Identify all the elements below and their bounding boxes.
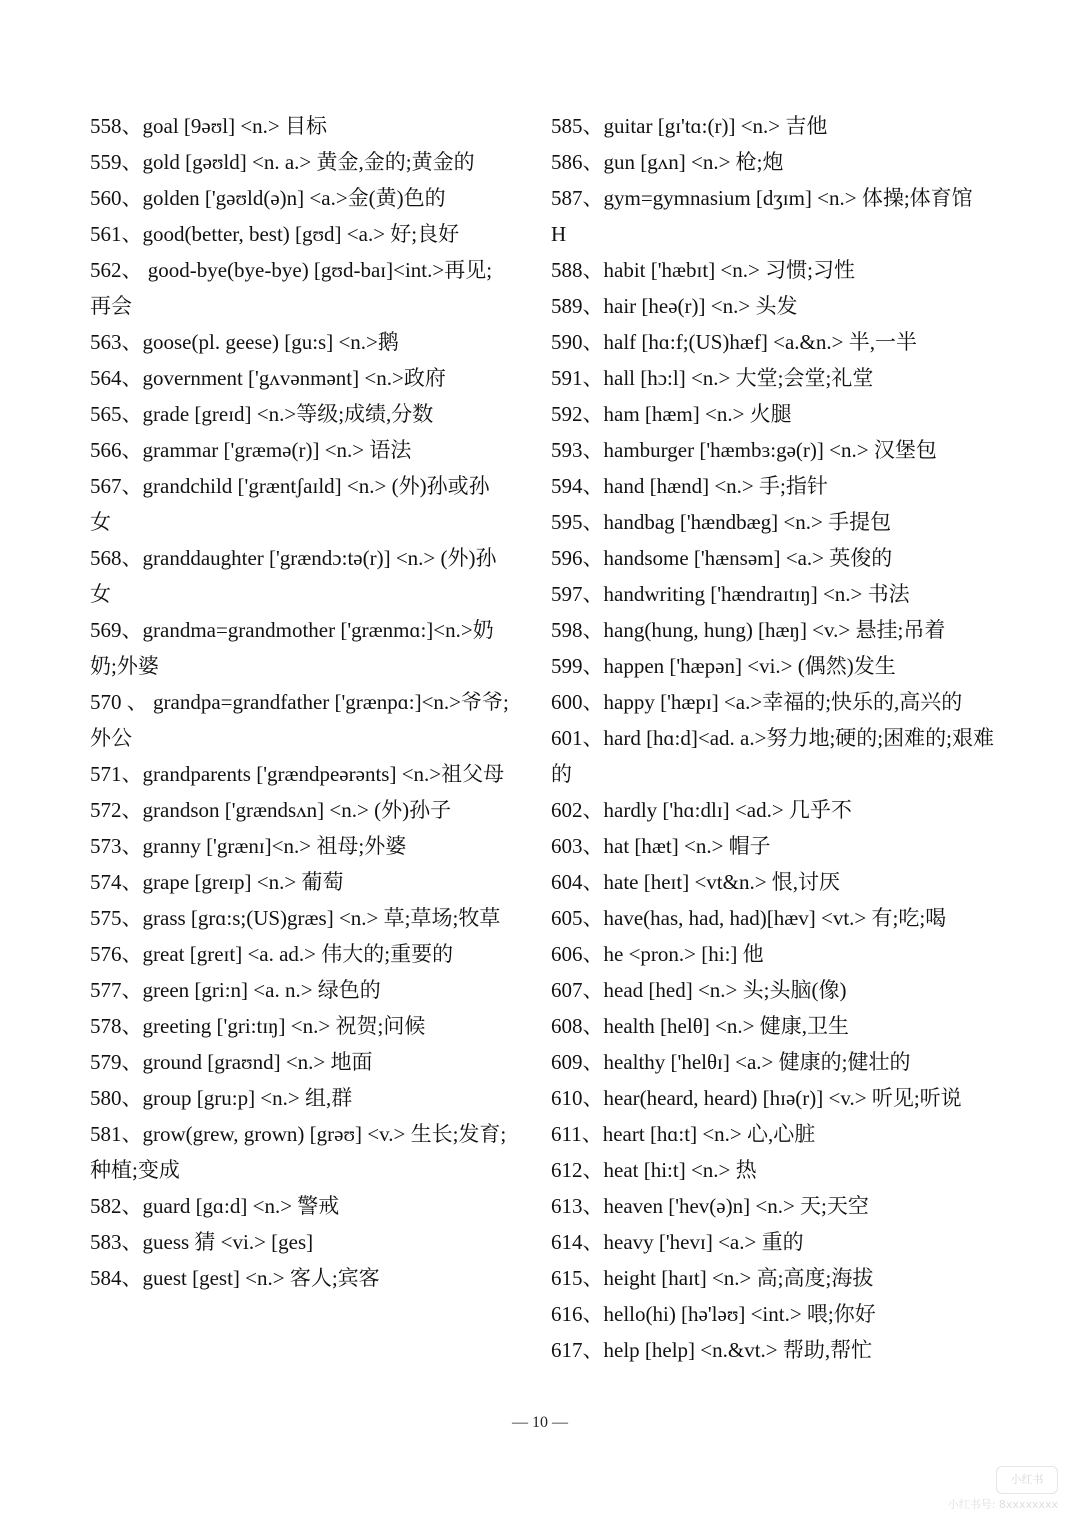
vocab-entry: 614、heavy ['hevɪ] <a.> 重的 [551,1230,804,1254]
right-column [551,108,996,1368]
vocab-entry: 589、hair [heə(r)] <n.> 头发 [551,294,798,318]
vocab-entry: 565、grade [greɪd] <n.>等级;成绩,分数 [90,402,434,426]
vocab-entry: 588、habit ['hæbɪt] <n.> 习惯;习性 [551,258,855,282]
vocab-entry: 581、grow(grew, grown) [grəʊ] <v.> 生长;发育;种植;变成 [90,1122,507,1182]
vocab-entry: 577、green [gri:n] <a. n.> 绿色的 [90,978,381,1002]
vocab-entry: 558、goal [9əʊl] <n.> 目标 [90,114,328,138]
vocab-entry: 585、guitar [gɪ'tɑ:(r)] <n.> 吉他 [551,114,828,138]
vocab-entry: 606、he <pron.> [hi:] 他 [551,942,764,966]
vocab-entry: 617、help [help] <n.&vt.> 帮助,帮忙 [551,1338,873,1362]
vocab-entry: 572、grandson ['grændsʌn] <n.> (外)孙子 [90,798,452,822]
vocab-entry: 561、good(better, best) [gʊd] <a.> 好;良好 [90,222,460,246]
vocab-entry: 579、ground [graʊnd] <n.> 地面 [90,1050,373,1074]
vocab-entry: 580、group [gru:p] <n.> 组,群 [90,1086,353,1110]
vocab-entry: 559、gold [gəʊld] <n. a.> 黄金,金的;黄金的 [90,150,475,174]
vocab-entry: 600、happy ['hæpɪ] <a.>幸福的;快乐的,高兴的 [551,690,963,714]
vocab-entry: 592、ham [hæm] <n.> 火腿 [551,402,792,426]
vocab-entry: 570 、 grandpa=grandfather ['grænpɑ:]<n.>爷爷;外公 [90,690,509,750]
vocab-entry: 586、gun [gʌn] <n.> 枪;炮 [551,150,784,174]
vocab-entry: 587、gym=gymnasium [dʒɪm] <n.> 体操;体育馆 [551,186,973,210]
vocab-entry: 569、grandma=grandmother ['grænmɑ:]<n.>奶奶;外婆 [90,618,494,678]
vocab-entry: 611、heart [hɑ:t] <n.> 心,心脏 [551,1122,816,1146]
vocab-entry: 563、goose(pl. geese) [gu:s] <n.>鹅 [90,330,399,354]
left-column [90,108,510,1296]
vocab-entry: 573、granny ['grænɪ]<n.> 祖母;外婆 [90,834,407,858]
vocab-entry: 576、great [greɪt] <a. ad.> 伟大的;重要的 [90,942,454,966]
vocab-entry: 608、health [helθ] <n.> 健康,卫生 [551,1014,849,1038]
vocab-entry: 604、hate [heɪt] <vt&n.> 恨,讨厌 [551,870,841,894]
watermark-logo: 小红书 [996,1466,1058,1494]
vocab-entry: 598、hang(hung, hung) [hæŋ] <v.> 悬挂;吊着 [551,618,946,642]
vocab-entry: 601、hard [hɑ:d]<ad. a.>努力地;硬的;困难的;艰难的 [551,726,994,786]
vocab-entry: 578、greeting ['gri:tɪŋ] <n.> 祝贺;问候 [90,1014,426,1038]
vocab-entry: 609、healthy ['helθɪ] <a.> 健康的;健壮的 [551,1050,911,1074]
vocab-entry: 584、guest [gest] <n.> 客人;宾客 [90,1266,380,1290]
vocab-entry: 568、granddaughter ['grændɔ:tə(r)] <n.> (外)孙女 [90,546,497,606]
vocab-entry: 590、half [hɑ:f;(US)hæf] <a.&n.> 半,一半 [551,330,917,354]
vocab-entry: 599、happen ['hæpən] <vi.> (偶然)发生 [551,654,896,678]
vocab-entry: 613、heaven ['hev(ə)n] <n.> 天;天空 [551,1194,869,1218]
vocab-entry: 574、grape [greɪp] <n.> 葡萄 [90,870,344,894]
vocab-entry: 616、hello(hi) [hə'ləʊ] <int.> 喂;你好 [551,1302,876,1326]
vocab-entry: 583、guess 猜 <vi.> [ges] [90,1230,314,1254]
vocab-entry: 603、hat [hæt] <n.> 帽子 [551,834,771,858]
section-letter: H [551,222,567,246]
vocab-entry: 610、hear(heard, heard) [hɪə(r)] <v.> 听见;听说 [551,1086,962,1110]
vocab-entry: 582、guard [gɑ:d] <n.> 警戒 [90,1194,340,1218]
page-number: — 10 — [512,1414,568,1431]
vocab-entry: 605、have(has, had, had)[hæv] <vt.> 有;吃;喝 [551,906,947,930]
vocab-entry: 566、grammar ['græmə(r)] <n.> 语法 [90,438,412,462]
vocab-entry: 593、hamburger ['hæmbɜ:gə(r)] <n.> 汉堡包 [551,438,937,462]
vocab-entry: 562、 good-bye(bye-bye) [gʊd-baɪ]<int.>再见;再会 [90,258,493,318]
vocab-entry: 560、golden ['gəʊld(ə)n] <a.>金(黄)色的 [90,186,446,210]
vocab-entry: 612、heat [hi:t] <n.> 热 [551,1158,757,1182]
vocab-entry: 571、grandparents ['grændpeərənts] <n.>祖父母 [90,762,505,786]
vocab-entry: 575、grass [grɑ:s;(US)græs] <n.> 草;草场;牧草 [90,906,501,930]
vocab-entry: 602、hardly ['hɑ:dlɪ] <ad.> 几乎不 [551,798,852,822]
vocab-entry: 594、hand [hænd] <n.> 手;指针 [551,474,828,498]
vocab-entry: 597、handwriting ['hændraɪtɪŋ] <n.> 书法 [551,582,910,606]
vocab-entry: 596、handsome ['hænsəm] <a.> 英俊的 [551,546,893,570]
vocab-entry: 564、government ['gʌvənmənt] <n.>政府 [90,366,446,390]
vocab-entry: 591、hall [hɔ:l] <n.> 大堂;会堂;礼堂 [551,366,874,390]
vocab-entry: 595、handbag ['hændbæg] <n.> 手提包 [551,510,892,534]
vocab-entry: 567、grandchild ['græntʃaɪld] <n.> (外)孙或孙女 [90,474,490,534]
vocab-entry: 615、height [haɪt] <n.> 高;高度;海拔 [551,1266,874,1290]
vocab-entry: 607、head [hed] <n.> 头;头脑(像) [551,978,847,1002]
watermark-id: 小红书号: 8xxxxxxxx [947,1498,1058,1511]
